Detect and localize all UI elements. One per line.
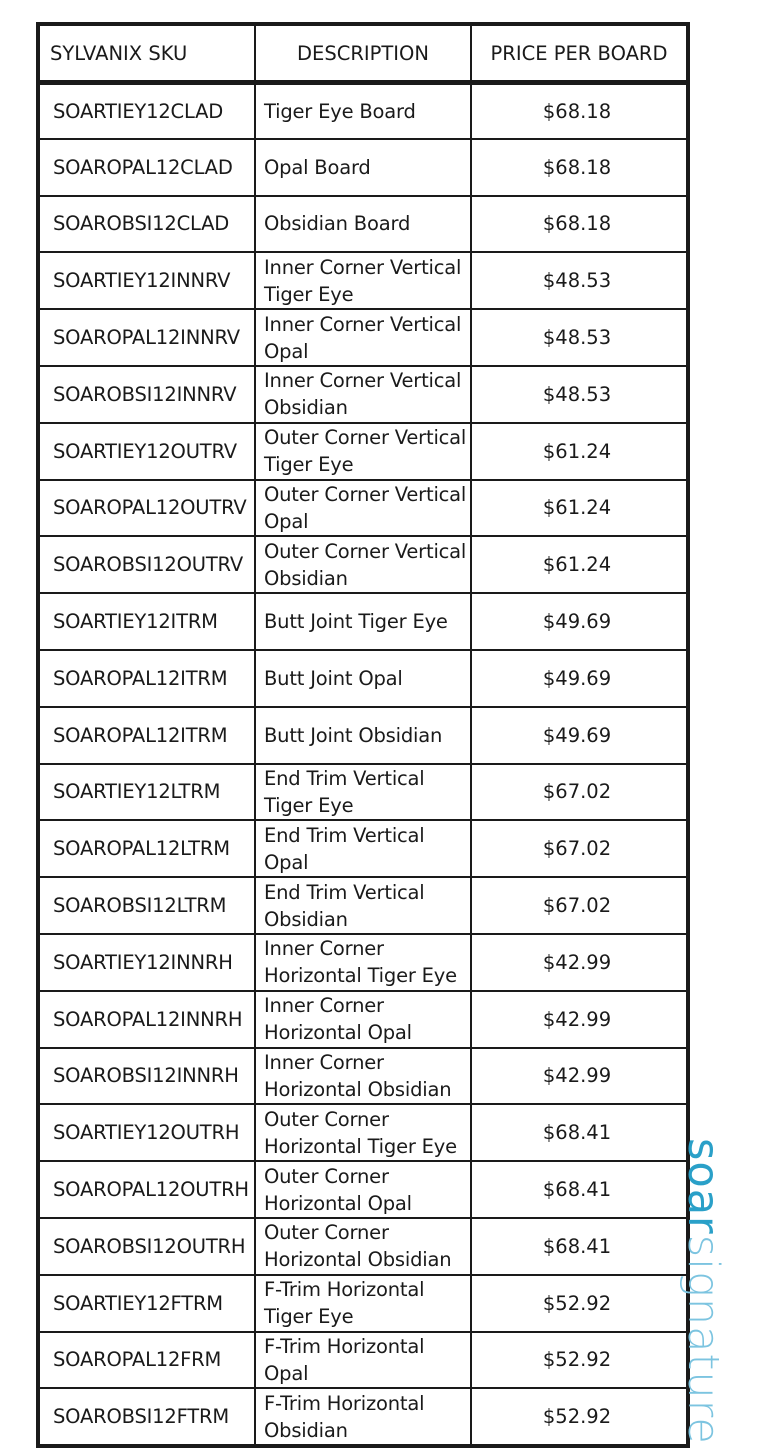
table-row xyxy=(38,764,688,821)
description-cell: Outer Corner Vertical Tiger Eye xyxy=(255,423,471,480)
sku-cell: SOARTIEY12INNRV xyxy=(38,252,255,309)
price-cell: $49.69 xyxy=(471,707,688,764)
description-cell: F-Trim Horizontal Obsidian xyxy=(255,1388,471,1446)
table-row xyxy=(38,1332,688,1389)
description-cell: Inner Corner Horizontal Opal xyxy=(255,991,471,1048)
sku-cell: SOAROPAL12OUTRH xyxy=(38,1161,255,1218)
description-cell: Tiger Eye Board xyxy=(255,82,471,139)
price-cell: $48.53 xyxy=(471,252,688,309)
table-row xyxy=(38,1048,688,1105)
sku-cell: SOAROPAL12ITRM xyxy=(38,650,255,707)
price-cell: $42.99 xyxy=(471,991,688,1048)
sku-cell: SOARTIEY12INNRH xyxy=(38,934,255,991)
description-cell: Outer Corner Horizontal Opal xyxy=(255,1161,471,1218)
table-row xyxy=(38,252,688,309)
sku-cell: SOAROPAL12OUTRV xyxy=(38,480,255,537)
price-cell: $42.99 xyxy=(471,1048,688,1105)
description-cell: Opal Board xyxy=(255,139,471,196)
description-cell: Obsidian Board xyxy=(255,196,471,253)
sku-cell: SOAROPAL12INNRV xyxy=(38,309,255,366)
sku-cell: SOARTIEY12FTRM xyxy=(38,1275,255,1332)
description-cell: Outer Corner Horizontal Obsidian xyxy=(255,1218,471,1275)
price-cell: $68.18 xyxy=(471,139,688,196)
table-row xyxy=(38,991,688,1048)
header-sku: SYLVANIX SKU xyxy=(38,24,255,82)
price-cell: $52.92 xyxy=(471,1332,688,1389)
table-row xyxy=(38,139,688,196)
table-row xyxy=(38,650,688,707)
table-row xyxy=(38,423,688,480)
logo-text xyxy=(679,1138,727,1445)
description-cell: Butt Joint Tiger Eye xyxy=(255,593,471,650)
price-cell: $48.53 xyxy=(471,309,688,366)
sku-cell: SOAROBSI12LTRM xyxy=(38,877,255,934)
sku-cell: SOAROBSI12INNRV xyxy=(38,366,255,423)
description-cell: End Trim Vertical Obsidian xyxy=(255,877,471,934)
description-cell: Inner Corner Horizontal Obsidian xyxy=(255,1048,471,1105)
table-row xyxy=(38,1104,688,1161)
price-cell: $61.24 xyxy=(471,480,688,537)
table-row xyxy=(38,536,688,593)
price-cell: $68.41 xyxy=(471,1161,688,1218)
price-cell: $61.24 xyxy=(471,536,688,593)
sku-cell: SOARTIEY12LTRM xyxy=(38,764,255,821)
table-row xyxy=(38,707,688,764)
price-cell: $52.92 xyxy=(471,1388,688,1446)
description-cell: End Trim Vertical Tiger Eye xyxy=(255,764,471,821)
price-cell: $67.02 xyxy=(471,764,688,821)
table-row xyxy=(38,1388,688,1446)
table-body xyxy=(38,82,688,1446)
sku-cell: SOARTIEY12OUTRV xyxy=(38,423,255,480)
price-cell: $42.99 xyxy=(471,934,688,991)
description-cell: F-Trim Horizontal Opal xyxy=(255,1332,471,1389)
sku-cell: SOARTIEY12CLAD xyxy=(38,82,255,139)
sku-cell: SOARTIEY12OUTRH xyxy=(38,1104,255,1161)
header-description: DESCRIPTION xyxy=(255,24,471,82)
description-cell: Inner Corner Vertical Tiger Eye xyxy=(255,252,471,309)
table-row xyxy=(38,82,688,139)
price-cell: $49.69 xyxy=(471,593,688,650)
price-cell: $68.41 xyxy=(471,1104,688,1161)
table-row xyxy=(38,1218,688,1275)
price-cell: $61.24 xyxy=(471,423,688,480)
table-row xyxy=(38,196,688,253)
table-row xyxy=(38,1161,688,1218)
price-cell: $68.18 xyxy=(471,196,688,253)
soar-signature-logo xyxy=(678,1138,751,1448)
price-cell: $67.02 xyxy=(471,820,688,877)
table-header xyxy=(38,24,688,82)
price-cell: $52.92 xyxy=(471,1275,688,1332)
sku-cell: SOAROPAL12INNRH xyxy=(38,991,255,1048)
description-cell: End Trim Vertical Opal xyxy=(255,820,471,877)
description-cell: Outer Corner Vertical Obsidian xyxy=(255,536,471,593)
sku-cell: SOAROBSI12OUTRH xyxy=(38,1218,255,1275)
price-cell: $68.18 xyxy=(471,82,688,139)
price-cell: $67.02 xyxy=(471,877,688,934)
description-cell: F-Trim Horizontal Tiger Eye xyxy=(255,1275,471,1332)
description-cell: Inner Corner Vertical Obsidian xyxy=(255,366,471,423)
description-cell: Outer Corner Horizontal Tiger Eye xyxy=(255,1104,471,1161)
table-row xyxy=(38,820,688,877)
description-cell: Inner Corner Vertical Opal xyxy=(255,309,471,366)
logo-text-soar: soar xyxy=(678,1138,728,1235)
table-row xyxy=(38,877,688,934)
table-row xyxy=(38,366,688,423)
sku-cell: SOAROBSI12CLAD xyxy=(38,196,255,253)
price-cell: $49.69 xyxy=(471,650,688,707)
sku-cell: SOAROPAL12CLAD xyxy=(38,139,255,196)
table-row xyxy=(38,934,688,991)
table-row xyxy=(38,593,688,650)
table-row xyxy=(38,480,688,537)
header-price: PRICE PER BOARD xyxy=(471,24,688,82)
sku-cell: SOAROPAL12LTRM xyxy=(38,820,255,877)
header-row xyxy=(38,24,688,82)
table-row xyxy=(38,309,688,366)
sku-cell: SOAROPAL12FRM xyxy=(38,1332,255,1389)
sku-cell: SOAROBSI12INNRH xyxy=(38,1048,255,1105)
sku-cell: SOAROBSI12OUTRV xyxy=(38,536,255,593)
price-cell: $68.41 xyxy=(471,1218,688,1275)
sku-cell: SOAROBSI12FTRM xyxy=(38,1388,255,1446)
price-table xyxy=(36,22,690,1448)
sku-cell: SOAROPAL12ITRM xyxy=(38,707,255,764)
sku-cell: SOARTIEY12ITRM xyxy=(38,593,255,650)
description-cell: Butt Joint Obsidian xyxy=(255,707,471,764)
table-row xyxy=(38,1275,688,1332)
price-cell: $48.53 xyxy=(471,366,688,423)
description-cell: Inner Corner Horizontal Tiger Eye xyxy=(255,934,471,991)
description-cell: Butt Joint Opal xyxy=(255,650,471,707)
logo-text-signature: signature xyxy=(678,1234,728,1445)
description-cell: Outer Corner Vertical Opal xyxy=(255,480,471,537)
